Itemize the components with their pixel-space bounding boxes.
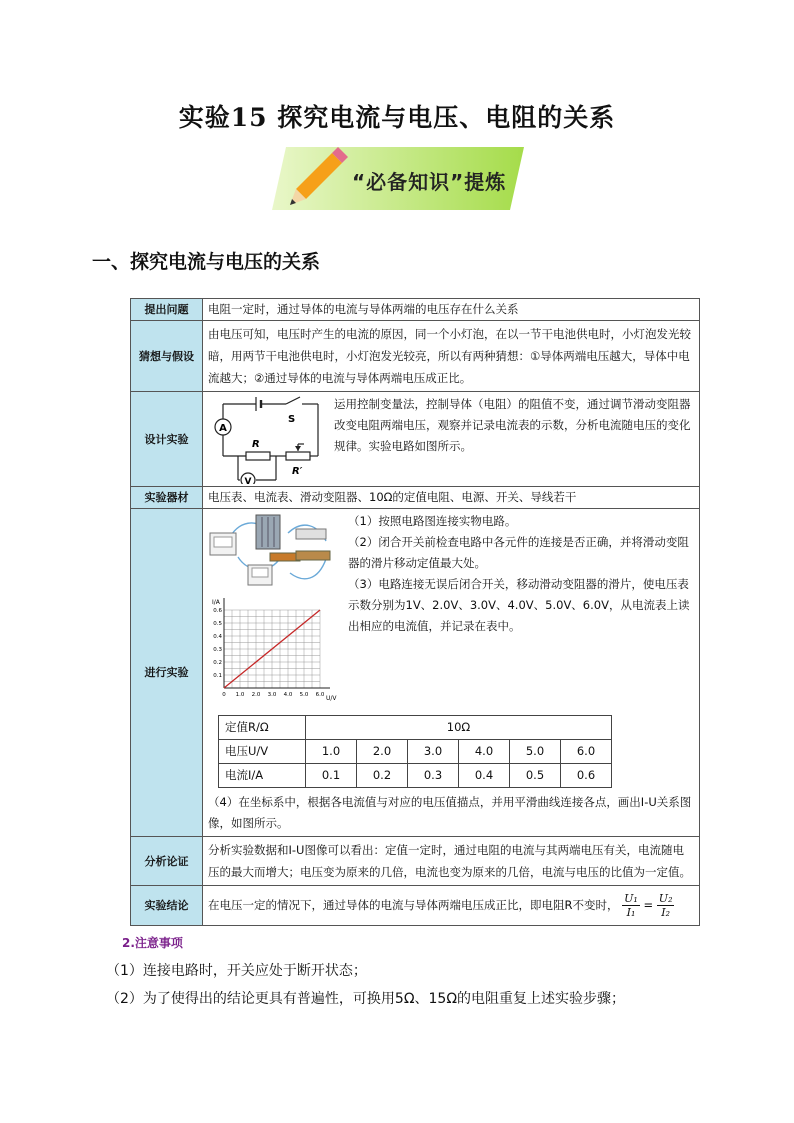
r-label-cell: 定值R/Ω: [219, 716, 306, 740]
equipment-label: 实验器材: [131, 487, 203, 509]
iu-x-axis-label: U/V: [326, 695, 337, 702]
iu-x-tick: 0: [222, 692, 226, 698]
ratio-fraction-2: [657, 892, 675, 919]
voltage-cell: 4.0: [459, 740, 510, 764]
resistor-label: R: [252, 439, 260, 450]
procedure-step-2: （2）闭合开关前检查电路中各元件的连接是否正确，并将滑动变阻器的滑片移动定值最大处。: [348, 535, 689, 570]
voltage-cell: 3.0: [408, 740, 459, 764]
current-label-cell: 电流I/A: [219, 764, 306, 788]
procedure-step-4: （4）在坐标系中，根据各电流值与对应的电压值描点，并用平滑曲线连接各点，画出I-U关系图像，如图所示。: [208, 795, 692, 830]
hypothesis-label: 猜想与假设: [131, 321, 203, 392]
r-value-cell: 10Ω: [306, 716, 612, 740]
iu-graph: [208, 596, 340, 704]
question-text: 电阻一定时，通过导体的电流与导体两端的电压存在什么关系: [203, 299, 700, 321]
iu-y-tick: 0.6: [213, 608, 222, 614]
voltage-cell: 2.0: [357, 740, 408, 764]
conclusion-text: 在电压一定的情况下，通过导体的电流与导体两端电压成正比，即电阻R不变时，: [208, 898, 619, 912]
iu-y-tick: 0.3: [213, 647, 222, 653]
rheostat-label: R′: [292, 466, 303, 477]
voltage-cell: 1.0: [306, 740, 357, 764]
procedure-step-1: （1）按照电路图连接实物电路。: [348, 514, 517, 528]
experiment-table: [130, 298, 700, 926]
ratio-2-numerator: U₂: [658, 892, 673, 905]
ratio-fraction-1: [622, 892, 640, 919]
note-item: （1）连接电路时，开关应处于断开状态；: [106, 963, 367, 979]
iu-x-tick: 2.0: [251, 692, 261, 698]
iu-y-tick: 0.2: [213, 660, 222, 666]
circuit-diagram: [208, 394, 328, 484]
voltmeter-label: V: [244, 477, 252, 484]
ratio-1-numerator: U₁: [624, 892, 638, 905]
ammeter-label: A: [219, 423, 227, 434]
design-text: 运用控制变量法，控制导体（电阻）的阻值不变，通过调节滑动变阻器改变电阻两端电压，观察并记录电流表的示数，分析电流随电压的变化规律。实验电路如图所示。: [334, 397, 691, 453]
voltage-cell: 6.0: [561, 740, 612, 764]
voltage-label-cell: 电压U/V: [219, 740, 306, 764]
analysis-text: 分析实验数据和I-U图像可以看出：定值一定时，通过电阻的电流与其两端电压有关，电流随电压的最大而增大；电压变为原来的几倍，电流也变为原来的几倍，电流与电压的比值为一定值。: [203, 837, 700, 886]
ratio-equals: =: [643, 898, 654, 912]
equipment-text: 电压表、电流表、滑动变阻器、10Ω的定值电阻、电源、开关、导线若干: [203, 487, 700, 509]
apparatus-illustration: [208, 511, 340, 589]
voltage-cell: 5.0: [510, 740, 561, 764]
iu-y-tick: 0.4: [213, 634, 222, 640]
iu-x-tick: 1.0: [235, 692, 245, 698]
current-cell: 0.4: [459, 764, 510, 788]
section-heading: 一、探究电流与电压的关系: [92, 251, 321, 273]
notes-title: 2.注意事项: [122, 936, 183, 950]
current-cell: 0.5: [510, 764, 561, 788]
conclusion-label: 实验结论: [131, 886, 203, 926]
ratio-2-denominator: I₂: [661, 906, 671, 919]
current-cell: 0.3: [408, 764, 459, 788]
iu-y-axis-label: I/A: [212, 599, 220, 606]
procedure-label: 进行实验: [131, 509, 203, 837]
procedure-step-3: （3）电路连接无误后闭合开关，移动滑动变阻器的滑片，使电压表示数分别为1V、2.0V、3.0V、4.0V、5.0V、6.0V，从电流表上读出相应的电流值，并记录在表中。: [348, 577, 690, 633]
iu-x-tick: 4.0: [283, 692, 293, 698]
iu-x-tick: 6.0: [315, 692, 325, 698]
current-cell: 0.2: [357, 764, 408, 788]
current-cell: 0.6: [561, 764, 612, 788]
hypothesis-text: 由电压可知，电压时产生的电流的原因，同一个小灯泡，在以一节干电池供电时，小灯泡发光较暗，用两节干电池供电时，小灯泡发光较亮，所以有两种猜想：①导体两端电压越大，导体中电流越大；②通过导体的电流与导体两端电压成正比。: [203, 321, 700, 392]
switch-label: S: [288, 414, 296, 425]
design-label: 设计实验: [131, 392, 203, 487]
iu-x-tick: 3.0: [267, 692, 277, 698]
iu-x-tick: 5.0: [299, 692, 309, 698]
banner-text: “必备知识”提炼: [352, 170, 507, 194]
analysis-label: 分析论证: [131, 837, 203, 886]
note-item: （2）为了使得出的结论更具有普遍性，可换用5Ω、15Ω的电阻重复上述实验步骤；: [106, 991, 626, 1007]
page-title: 实验15 探究电流与电压、电阻的关系: [178, 103, 616, 132]
data-table: [218, 715, 612, 788]
ratio-1-denominator: I₁: [626, 906, 636, 919]
current-cell: 0.1: [306, 764, 357, 788]
question-label: 提出问题: [131, 299, 203, 321]
iu-y-tick: 0.5: [213, 621, 222, 627]
iu-y-tick: 0.1: [213, 673, 222, 679]
